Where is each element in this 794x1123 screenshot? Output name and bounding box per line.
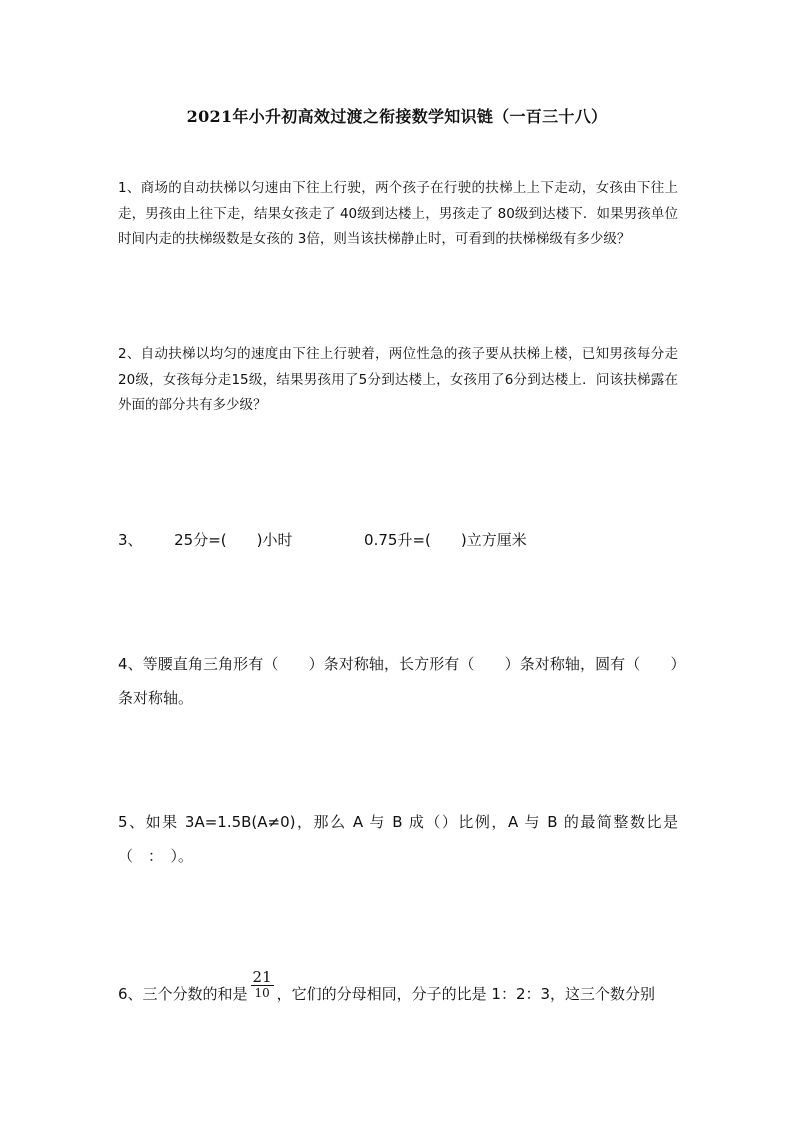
question-1-text: 1、商场的自动扶梯以匀速由下往上行驶，两个孩子在行驶的扶梯上上下走动，女孩由下往上走，男孩由上往下走，结果女孩走了 40级到达楼上，男孩走了 80级到达楼下．如果男孩单位时间内走的扶梯级数是女孩的 3倍，则当该扶梯静止时，可看到的扶梯梯级有多少级？ [118, 180, 678, 247]
question-4-text: 4、等腰直角三角形有（ ）条对称轴，长方形有（ ）条对称轴，圆有（ ）条对称轴。 [118, 655, 678, 707]
page-title: 2021年小升初高效过渡之衔接数学知识链（一百三十八） [186, 107, 608, 126]
question-5 [118, 805, 678, 873]
question-3-part-1: 25分=( )小时 [174, 531, 293, 549]
question-3 [118, 523, 678, 557]
question-2 [118, 342, 678, 419]
question-4 [118, 647, 678, 715]
question-3-number: 3、 [118, 531, 143, 549]
fraction [251, 969, 274, 1000]
fraction-numerator: 21 [252, 968, 272, 986]
question-5-text: 5、如果 3A=1.5B(A≠0)，那么 A 与 B 成（）比例，A 与 B 的最简整数比是（ ： ）。 [118, 813, 678, 865]
question-6 [118, 968, 678, 1011]
question-6-text-after: ，它们的分母相同，分子的比是 1：2：3，这三个数分别 [276, 985, 656, 1003]
fraction-denominator: 10 [254, 986, 270, 1000]
question-1 [118, 176, 678, 253]
question-2-text: 2、自动扶梯以均匀的速度由下往上行驶着，两位性急的孩子要从扶梯上楼，已知男孩每分走 20级，女孩每分走15级，结果男孩用了5分到达楼上，女孩用了6分到达楼上．问该扶梯露在外面的部分共有多少级？ [118, 346, 678, 413]
question-6-text-before: 6、三个分数的和是 [118, 985, 248, 1003]
question-3-part-2: 0.75升=( )立方厘米 [364, 531, 527, 549]
